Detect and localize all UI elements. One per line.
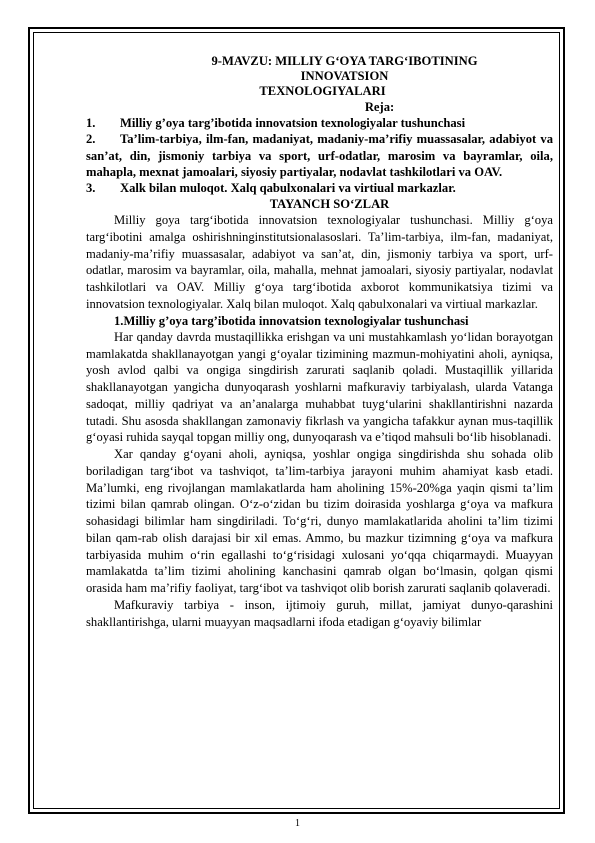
- plan-item-2: [86, 131, 553, 180]
- plan-item-3: [86, 180, 553, 196]
- body-paragraph-1: Har qanday davrda mustaqillikka erishgan va uni mustahkamlash yo‘lidan borayotgan mamlakatda shakllanayotgan yangi g‘oyalar tizimining mazmun-mohiyatini aholi, ayniqsa, yosh avlod qalbi va ongiga singdirish zarurati saqlanib qoladi. Mustaqillik yillarida shakllanayotgan yangicha dunyoqarash yoshlarni mafkuraviy tarbiyalash, ularda Vatanga sadoqat, milliy qadriyat va an’analarga muhabbat tuyg‘ularini shakllantirishni nazarda tutadi. Shu asosda shakllangan zamonaviy fikrlash va yangicha tafakkur aynan mus-taqillik g‘oyasi ruhida sayqal topgan milliy ong, dunyoqarash va e’tiqod mahsuli bo‘lib hisoblanadi.: [86, 329, 553, 445]
- topic-title-line2: INNOVATSION: [300, 69, 389, 84]
- topic-title-line1: 9-MAVZU: MILLIY G‘OYA TARG‘IBOTINING: [211, 54, 478, 68]
- plan-item-number: 1.: [86, 115, 96, 130]
- plan-item-text: Milliy g’oya targ’ibotida innovatsion texnologiyalar tushunchasi: [120, 115, 466, 130]
- body-paragraph-2: Xar qanday g‘oyani aholi, ayniqsa, yoshlar ongiga singdirishda shu sohada olib boriladigan targ‘ibot va tashviqot, ta’lim-tarbiya jarayoni muhim ahamiyat kasb etadi. Ma’lumki, eng rivojlangan mamlakatlarda ham aholining 15%-20%ga yaqin qismi ta’lim tizimi bilan qamrab olingan. O‘z-o‘zidan bu tizim doirasida yoshlarga g‘oya va mafkura sohasidagi bilimlar ham singdiriladi. To‘g‘ri, dunyo mamlakatlarida aholini ta’lim tizimi bilan qam-rab olish darajasi bir xil emas. Ammo, bu mazkur tizimning g‘oya va mafkura tarbiyasida muhim o‘rin egallashi to‘g‘risidagi xulosani yo‘qqa chiqarmaydi. Muayyan mamlakatda ta’lim tizimi aholining kanchasini qamrab olgan bo‘lmasin, qolgan qismi orasida ham ma’rifiy faoliyat, targ‘ibot va tashviqot olib borish zarurati saqlanib qolaveradi.: [86, 447, 553, 596]
- body-paragraph-3: Mafkuraviy tarbiya - inson, ijtimoiy guruh, millat, jamiyat dunyo-qarashini shakllantirishga, ularni muayyan maqsadlarni ifoda etadigan g‘oyaviy bilimlar: [86, 597, 553, 629]
- plan-item-number: 3.: [86, 181, 96, 196]
- plan-item-text: Xalk bilan muloqot. Xalq qabulxonalari va virtiual markazlar.: [120, 181, 456, 196]
- plan-item-text: Ta’lim-tarbiya, ilm-fan, madaniyat, madaniy-ma’rifiy muassasalar, adabiyot va san’at, din, jismoniy tarbiya va sport, urf-odatlar, marosim va bayramlar, oila, mahapla, mexnat jamoalari, siyosiy partiyalar, nodavlat tashkilotlari va OAV.: [86, 132, 553, 180]
- keywords-heading: TAYANCH SO‘ZLAR: [269, 196, 390, 211]
- plan-heading: Reja:: [364, 99, 395, 114]
- plan-item-number: 2.: [86, 132, 96, 147]
- keywords-paragraph: Milliy goya targ‘ibotida innovatsion texnologiyalar tushunchasi. Milliy g‘oya targ‘ibotini amalga oshirishninginstitutsionalasoslari. Ta’lim-tarbiya, ilm-fan, madaniyat, madaniy-ma’rifiy muassasalar, adabiyot va san’at, din, jismoniy tarbiya va sport, urf-odatlar, marosim va bayramlar, oila, mahalla, mehnat jamoalari, siyosiy partiyalar, nodavlat tashkilotlari va OAV. Milliy g‘oya targ‘ibotida axborot kommunikatsiya tizimi va innovatsion texnologiyalar. Xalq bilan muloqot. Xalq qabulxonalari va virtiual markazlar.: [86, 213, 553, 311]
- page-number: 1: [295, 818, 300, 829]
- plan-item-1: [86, 115, 553, 131]
- topic-title-line3: TEXNOLOGIYALARI: [259, 84, 386, 99]
- page-content: [86, 54, 553, 630]
- section-heading: 1.Milliy g’oya targ’ibotida innovatsion texnologiyalar tushunchasi: [114, 313, 469, 328]
